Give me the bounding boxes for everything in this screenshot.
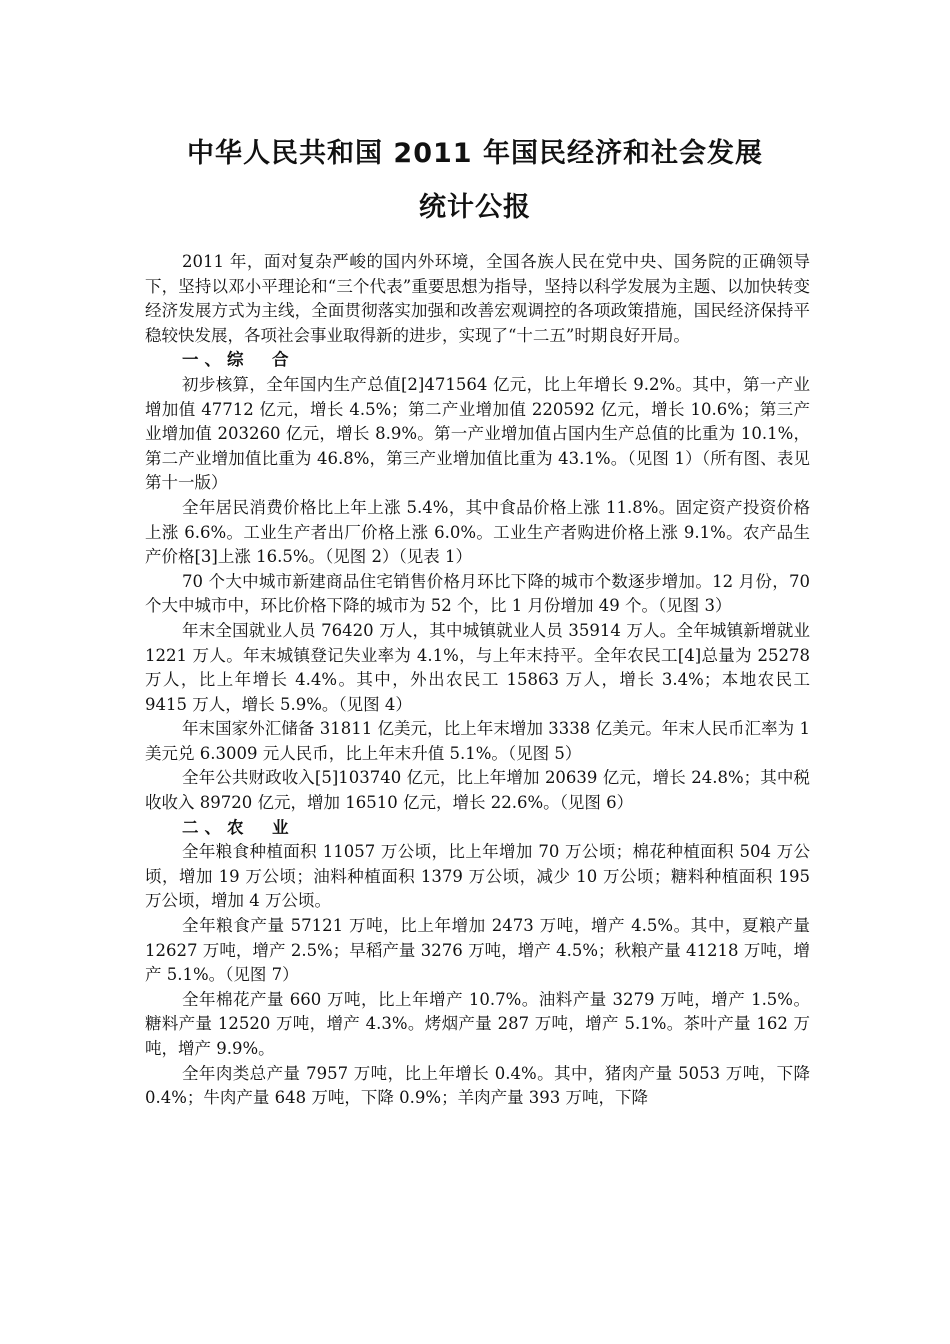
document-title-line-1: 中华人民共和国 2011 年国民经济和社会发展	[187, 138, 763, 169]
paragraph: 全年棉花产量 660 万吨，比上年增产 10.7%。油料产量 3279 万吨，增产 1.5%。糖料产量 12520 万吨，增产 4.3%。烤烟产量 287 万吨，增产 5.1%。茶叶产量 162 万吨，增产 9.9%。	[145, 989, 810, 1058]
paragraph: 全年居民消费价格比上年上涨 5.4%，其中食品价格上涨 11.8%。固定资产投资价格上涨 6.6%。工业生产者出厂价格上涨 6.0%。工业生产者购进价格上涨 9.1%。农产品生产价格[3]上涨 16.5%。（见图 2）（见表 1）	[145, 497, 810, 567]
paragraph: 70 个大中城市新建商品住宅销售价格月环比下降的城市个数逐步增加。12 月份，70 个大中城市中，环比价格下降的城市为 52 个，比 1 月份增加 49 个。（见图 3）	[145, 571, 810, 616]
section-heading-agriculture: 二、农 业	[182, 817, 295, 837]
paragraph: 全年粮食产量 57121 万吨，比上年增加 2473 万吨，增产 4.5%。其中，夏粮产量 12627 万吨，增产 2.5%；早稻产量 3276 万吨，增产 4.5%；秋粮产量 41218 万吨，增产 5.1%。（见图 7）	[145, 916, 810, 985]
paragraph: 年末全国就业人员 76420 万人，其中城镇就业人员 35914 万人。全年城镇新增就业 1221 万人。年末城镇登记失业率为 4.1%，与上年末持平。全年农民工[4]总量为 25278 万人，比上年增长 4.4%。其中，外出农民工 15863 万人，增长 3.4%；本地农民工 9415 万人，增长 5.9%。（见图 4）	[145, 620, 810, 714]
paragraph: 全年肉类总产量 7957 万吨，比上年增长 0.4%。其中，猪肉产量 5053 万吨，下降 0.4%；牛肉产量 648 万吨，下降 0.9%；羊肉产量 393 万吨，下降	[145, 1063, 810, 1108]
document-body	[145, 250, 810, 1111]
paragraph: 初步核算，全年国内生产总值[2]471564 亿元，比上年增长 9.2%。其中，第一产业增加值 47712 亿元，增长 4.5%；第二产业增加值 220592 亿元，增长 10.6%；第三产业增加值 203260 亿元，增长 8.9%。第一产业增加值占国内生产总值的比重为 10.1%，第二产业增加值比重为 46.8%，第三产业增加值比重为 43.1%。（见图 1）（所有图、表见第十一版）	[145, 374, 810, 493]
paragraph: 全年公共财政收入[5]103740 亿元，比上年增加 20639 亿元，增长 24.8%；其中税收收入 89720 亿元，增加 16510 亿元，增长 22.6%。（见图 6）	[145, 768, 810, 813]
section-heading-overview: 一、综 合	[182, 350, 295, 370]
document-title-line-2: 统计公报	[419, 192, 531, 223]
paragraph: 全年粮食种植面积 11057 万公顷，比上年增加 70 万公顷；棉花种植面积 504 万公顷，增加 19 万公顷；油料种植面积 1379 万公顷，减少 10 万公顷；糖料种植面积 195 万公顷，增加 4 万公顷。	[145, 842, 810, 911]
intro-paragraph: 2011 年，面对复杂严峻的国内外环境，全国各族人民在党中央、国务院的正确领导下，坚持以邓小平理论和“三个代表”重要思想为指导，坚持以科学发展为主题、以加快转变经济发展方式为主线，全面贯彻落实加强和改善宏观调控的各项政策措施，国民经济保持平稳较快发展，各项社会事业取得新的进步，实现了“十二五”时期良好开局。	[145, 252, 810, 345]
paragraph: 年末国家外汇储备 31811 亿美元，比上年末增加 3338 亿美元。年末人民币汇率为 1 美元兑 6.3009 元人民币，比上年末升值 5.1%。（见图 5）	[145, 719, 810, 763]
